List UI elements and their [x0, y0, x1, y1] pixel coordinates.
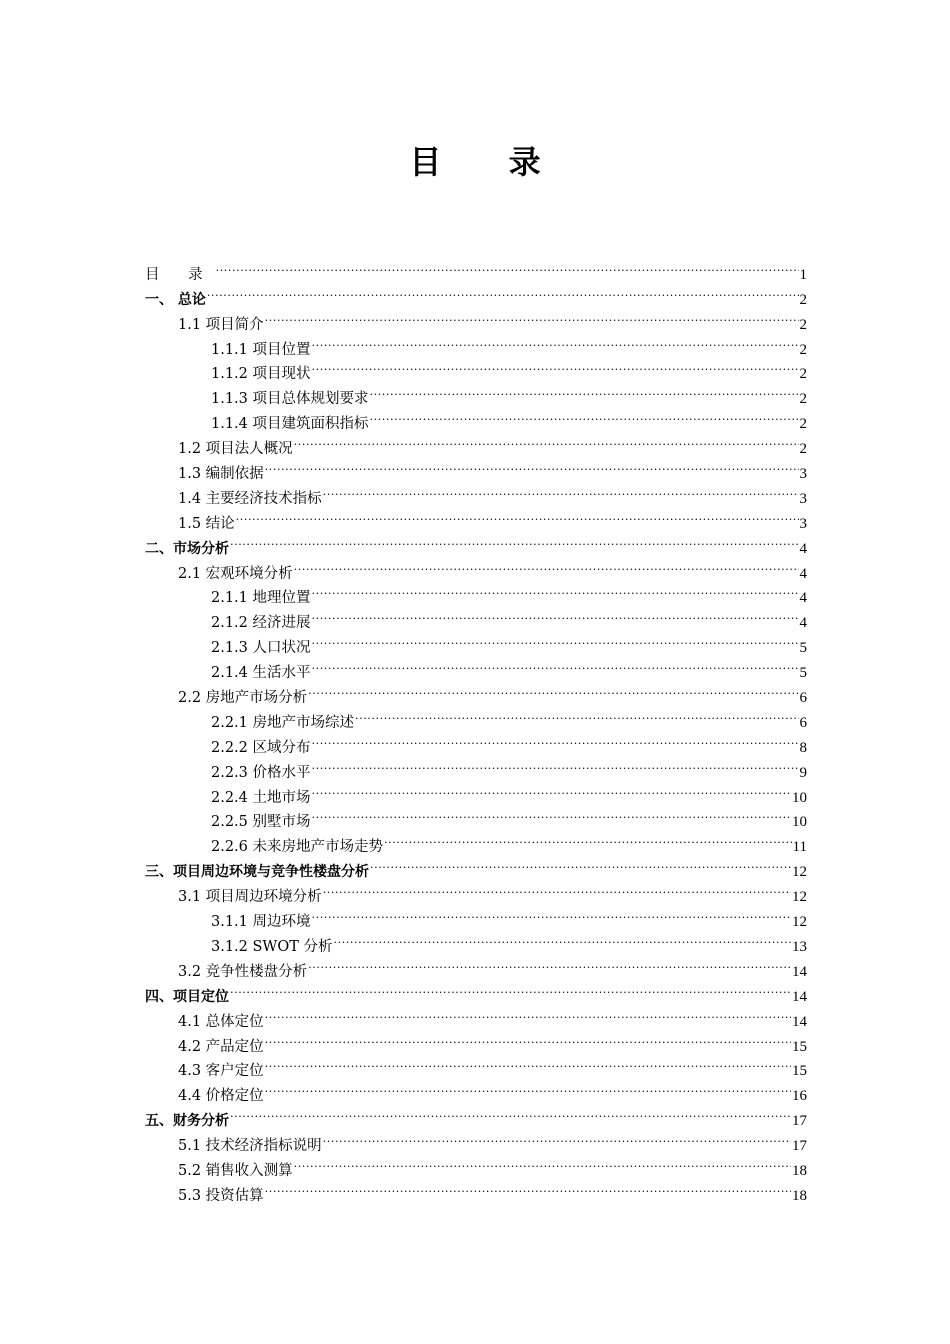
toc-dot-leader: [323, 876, 791, 901]
toc-entry-label: 2.1.1 地理位置: [211, 590, 311, 607]
toc-entry-page-number: 12: [792, 914, 807, 931]
toc-dot-leader: [355, 702, 798, 727]
toc-entry-label: 一、 总论: [145, 291, 206, 308]
toc-entry-page-number: 18: [792, 1162, 807, 1179]
toc-dot-leader: [265, 453, 799, 478]
toc-entry-page-number: 12: [792, 889, 807, 906]
toc-entry-page-number: 4: [799, 590, 807, 607]
toc-entry-page-number: 6: [799, 690, 807, 707]
toc-entry-label: 3.1 项目周边环境分析: [178, 889, 322, 906]
toc-entry-label: 1.5 结论: [178, 515, 235, 532]
toc-dot-leader: [312, 752, 799, 777]
toc-entry-page-number: 11: [792, 839, 807, 856]
toc-entry-label: 3.2 竞争性楼盘分析: [178, 963, 308, 980]
toc-entry-label: 3.1.2 SWOT 分析: [211, 938, 333, 955]
toc-entry-label: 2.2 房地产市场分析: [178, 690, 308, 707]
toc-dot-leader: [312, 901, 791, 926]
toc-dot-leader: [323, 478, 799, 503]
toc-entry[interactable]: [145, 553, 807, 582]
toc-dot-leader: [312, 777, 791, 802]
toc-entry-page-number: 2: [799, 341, 807, 358]
toc-entry[interactable]: [145, 279, 807, 308]
toc-entry-label: 五、财务分析: [145, 1113, 229, 1130]
toc-dot-leader: [230, 528, 799, 553]
toc-entry-label: 2.2.2 区域分布: [211, 739, 311, 756]
toc-entry-label: 1.3 编制依据: [178, 466, 264, 483]
toc-dot-leader: [294, 1150, 791, 1175]
toc-entry[interactable]: [145, 528, 807, 557]
toc-entry-label: 1.2 项目法人概况: [178, 441, 293, 458]
toc-dot-leader: [265, 1026, 791, 1051]
toc-entry[interactable]: [145, 304, 807, 333]
toc-dot-leader: [334, 926, 791, 951]
toc-entry-page-number: 3: [799, 515, 807, 532]
toc-dot-leader: [384, 826, 792, 851]
toc-entry-page-number: 2: [799, 441, 807, 458]
toc-dot-leader: [236, 503, 799, 528]
toc-entry[interactable]: [145, 1125, 807, 1155]
toc-entry-page-number: 2: [799, 291, 807, 308]
toc-entry-label: 目 录: [145, 266, 215, 283]
toc-entry-label: 1.1 项目简介: [178, 316, 264, 333]
toc-entry-page-number: 6: [799, 714, 807, 731]
toc-entry-page-number: 4: [799, 615, 807, 632]
toc-dot-leader: [294, 428, 799, 453]
toc-entry-label: 4.2 产品定位: [178, 1038, 264, 1055]
toc-dot-leader: [265, 1051, 791, 1076]
toc-entry-label: 二、市场分析: [145, 540, 229, 557]
toc-entry-page-number: 4: [799, 540, 807, 557]
toc-dot-leader: [265, 1001, 791, 1026]
toc-entry-label: 1.1.2 项目现状: [211, 366, 311, 383]
toc-entry[interactable]: [145, 976, 807, 1005]
toc-entry-label: 2.1.4 生活水平: [211, 665, 311, 682]
toc-dot-leader: [265, 1175, 791, 1200]
toc-entry-label: 1.1.3 项目总体规划要求: [211, 391, 369, 408]
toc-entry-page-number: 3: [799, 466, 807, 483]
page-title: 目 录: [409, 143, 569, 181]
toc-entry[interactable]: [145, 1001, 807, 1030]
toc-dot-leader: [370, 378, 799, 403]
toc-entry[interactable]: [145, 1100, 807, 1130]
toc-entry-label: 4.1 总体定位: [178, 1013, 264, 1030]
toc-dot-leader: [312, 802, 791, 827]
toc-dot-leader: [312, 578, 799, 603]
toc-dot-leader: [230, 976, 791, 1001]
toc-entry-label: 2.2.1 房地产市场综述: [211, 714, 355, 731]
toc-entry-page-number: 10: [792, 814, 807, 831]
toc-entry[interactable]: [145, 254, 807, 283]
toc-entry-label: 4.4 价格定位: [178, 1088, 264, 1105]
toc-entry-page-number: 4: [799, 565, 807, 582]
toc-entry-label: 5.2 销售收入测算: [178, 1162, 293, 1179]
toc-entry-page-number: 12: [792, 864, 807, 881]
toc-entry-label: 1.4 主要经济技术指标: [178, 490, 322, 507]
toc-entry-label: 5.1 技术经济指标说明: [178, 1138, 322, 1155]
toc-entry-page-number: 5: [799, 665, 807, 682]
toc-dot-leader: [370, 851, 791, 876]
toc-entry-label: 1.1.4 项目建筑面积指标: [211, 416, 369, 433]
toc-entry-label: 1.1.1 项目位置: [211, 341, 311, 358]
toc-dot-leader: [312, 652, 799, 677]
toc-dot-leader: [207, 279, 799, 304]
toc-entry-label: 2.1.3 人口状况: [211, 640, 311, 657]
toc-entry-page-number: 14: [792, 1013, 807, 1030]
toc-entry-page-number: 14: [792, 988, 807, 1005]
toc-entry-page-number: 2: [799, 366, 807, 383]
toc-entry-page-number: 17: [792, 1138, 807, 1155]
toc-entry[interactable]: [145, 503, 807, 532]
toc-dot-leader: [308, 677, 798, 702]
toc-entry-page-number: 2: [799, 391, 807, 408]
toc-dot-leader: [265, 304, 799, 329]
table-of-contents: [145, 254, 807, 1204]
toc-entry-page-number: 1: [799, 266, 807, 283]
toc-dot-leader: [312, 329, 799, 354]
toc-entry-page-number: 13: [792, 938, 807, 955]
toc-entry-page-number: 8: [799, 739, 807, 756]
toc-dot-leader: [216, 254, 799, 279]
toc-entry-page-number: 15: [792, 1038, 807, 1055]
toc-dot-leader: [312, 602, 799, 627]
toc-dot-leader: [312, 727, 799, 752]
toc-entry-label: 5.3 投资估算: [178, 1187, 264, 1204]
toc-entry-label: 四、项目定位: [145, 988, 229, 1005]
toc-dot-leader: [370, 403, 799, 428]
toc-entry-page-number: 18: [792, 1187, 807, 1204]
toc-entry-label: 三、项目周边环境与竞争性楼盘分析: [145, 864, 369, 881]
toc-entry-page-number: 3: [799, 490, 807, 507]
toc-dot-leader: [230, 1100, 791, 1125]
toc-dot-leader: [323, 1125, 791, 1150]
toc-entry-page-number: 9: [799, 764, 807, 781]
toc-dot-leader: [294, 553, 799, 578]
toc-entry-label: 4.3 客户定位: [178, 1063, 264, 1080]
toc-dot-leader: [265, 1075, 791, 1100]
toc-entry-label: 2.1.2 经济进展: [211, 615, 311, 632]
toc-entry-label: 2.1 宏观环境分析: [178, 565, 293, 582]
toc-entry-label: 2.2.3 价格水平: [211, 764, 311, 781]
toc-entry-page-number: 17: [792, 1113, 807, 1130]
toc-dot-leader: [312, 627, 799, 652]
toc-entry-page-number: 14: [792, 963, 807, 980]
toc-entry-page-number: 15: [792, 1063, 807, 1080]
toc-entry-page-number: 10: [792, 789, 807, 806]
toc-entry-page-number: 16: [792, 1088, 807, 1105]
toc-entry-page-number: 2: [799, 316, 807, 333]
toc-entry-label: 2.2.4 土地市场: [211, 789, 311, 806]
toc-entry-label: 3.1.1 周边环境: [211, 914, 311, 931]
toc-dot-leader: [312, 354, 799, 379]
toc-entry-label: 2.2.5 别墅市场: [211, 814, 311, 831]
toc-entry-page-number: 5: [799, 640, 807, 657]
toc-entry-label: 2.2.6 未来房地产市场走势: [211, 839, 384, 856]
toc-dot-leader: [308, 951, 791, 976]
toc-entry-page-number: 2: [799, 416, 807, 433]
